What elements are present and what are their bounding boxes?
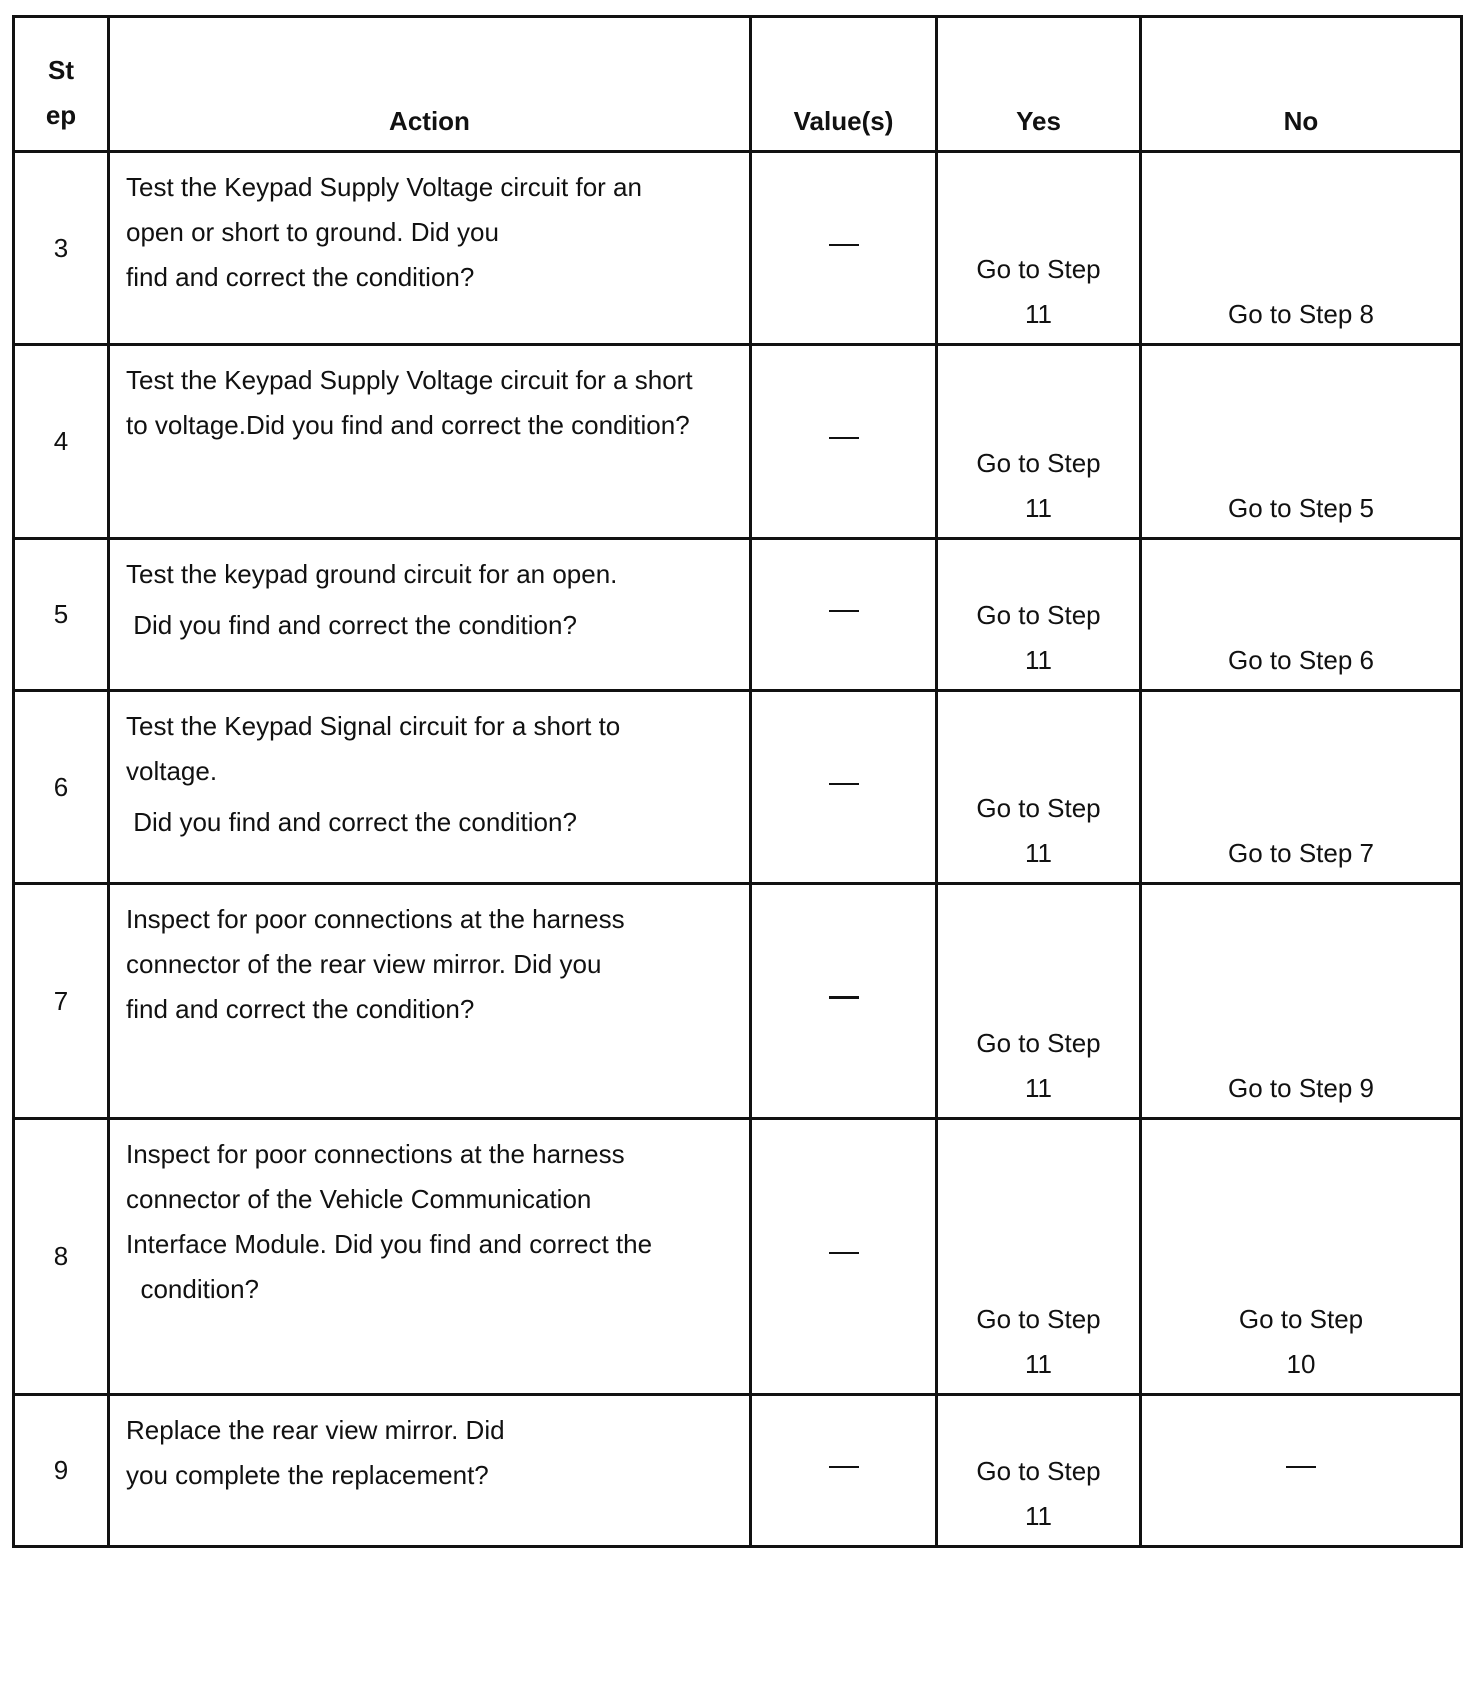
no-cell xyxy=(1141,1119,1462,1395)
table-row xyxy=(14,1395,1462,1547)
action-cell xyxy=(109,345,751,539)
no-cell xyxy=(1141,539,1462,691)
action-line: Test the keypad ground circuit for an open. xyxy=(126,559,618,589)
no-line: Go to Step xyxy=(1238,1304,1364,1334)
em-dash xyxy=(829,996,859,999)
no-cell xyxy=(1141,691,1462,884)
yes-line: Go to Step xyxy=(976,254,1101,284)
action-cell xyxy=(109,691,751,884)
table-row xyxy=(14,1119,1462,1395)
no-cell xyxy=(1141,884,1462,1119)
header-step xyxy=(14,17,109,152)
action-cell xyxy=(109,539,751,691)
no-line: Go to Step 8 xyxy=(1228,299,1374,329)
step-number: 8 xyxy=(14,1119,109,1395)
action-cell xyxy=(109,884,751,1119)
yes-cell xyxy=(937,1395,1141,1547)
header-step-line1: St xyxy=(48,55,74,85)
no-cell xyxy=(1141,345,1462,539)
yes-line: 11 xyxy=(1025,299,1052,329)
yes-line: 11 xyxy=(1025,645,1052,675)
no-line: Go to Step 9 xyxy=(1228,1073,1374,1103)
table-row xyxy=(14,691,1462,884)
action-line: connector of the rear view mirror. Did you xyxy=(126,949,602,979)
value-cell xyxy=(751,1395,937,1547)
step-number: 7 xyxy=(14,884,109,1119)
action-line: Did you find and correct the condition? xyxy=(126,610,577,640)
diagnostic-table xyxy=(12,15,1463,1548)
yes-cell xyxy=(937,345,1141,539)
yes-line: 11 xyxy=(1025,838,1052,868)
em-dash xyxy=(829,1252,859,1254)
table-row xyxy=(14,345,1462,539)
no-line: 10 xyxy=(1286,1349,1316,1379)
yes-cell xyxy=(937,1119,1141,1395)
action-line: Inspect for poor connections at the harness xyxy=(126,1139,625,1169)
action-cell xyxy=(109,152,751,345)
no-line: Go to Step 7 xyxy=(1228,838,1374,868)
action-line: Test the Keypad Supply Voltage circuit for a short xyxy=(126,365,693,395)
action-line: open or short to ground. Did you xyxy=(126,217,499,247)
value-cell xyxy=(751,1119,937,1395)
action-line: you complete the replacement? xyxy=(126,1460,489,1490)
action-cell xyxy=(109,1395,751,1547)
yes-line: Go to Step xyxy=(976,600,1101,630)
value-cell xyxy=(751,691,937,884)
yes-cell xyxy=(937,539,1141,691)
action-cell xyxy=(109,1119,751,1395)
action-line: Inspect for poor connections at the harness xyxy=(126,904,625,934)
action-line: condition? xyxy=(126,1274,259,1304)
table-row xyxy=(14,152,1462,345)
table-row xyxy=(14,539,1462,691)
action-line: Test the Keypad Signal circuit for a short to xyxy=(126,711,621,741)
value-cell xyxy=(751,884,937,1119)
step-number: 5 xyxy=(14,539,109,691)
action-line: to voltage.Did you find and correct the condition? xyxy=(126,410,690,440)
header-row xyxy=(14,17,1462,152)
step-number: 4 xyxy=(14,345,109,539)
header-action: Action xyxy=(109,17,751,152)
yes-cell xyxy=(937,152,1141,345)
yes-line: Go to Step xyxy=(976,448,1101,478)
step-number: 9 xyxy=(14,1395,109,1547)
yes-cell xyxy=(937,884,1141,1119)
value-cell xyxy=(751,539,937,691)
action-line: find and correct the condition? xyxy=(126,262,475,292)
yes-line: Go to Step xyxy=(976,793,1101,823)
action-line: Replace the rear view mirror. Did xyxy=(126,1415,505,1445)
action-line: Test the Keypad Supply Voltage circuit for an xyxy=(126,172,642,202)
header-step-line2: ep xyxy=(45,100,77,130)
em-dash xyxy=(829,1466,859,1468)
yes-line: Go to Step xyxy=(976,1028,1101,1058)
yes-line: 11 xyxy=(1025,1501,1052,1531)
no-line: Go to Step 5 xyxy=(1228,493,1374,523)
step-number: 3 xyxy=(14,152,109,345)
yes-cell xyxy=(937,691,1141,884)
step-number: 6 xyxy=(14,691,109,884)
yes-line: 11 xyxy=(1025,493,1052,523)
no-cell xyxy=(1141,152,1462,345)
em-dash xyxy=(829,437,859,439)
header-yes: Yes xyxy=(937,17,1141,152)
yes-line: 11 xyxy=(1025,1349,1052,1379)
em-dash xyxy=(829,244,859,246)
yes-line: 11 xyxy=(1025,1073,1052,1103)
action-line: connector of the Vehicle Communication xyxy=(126,1184,592,1214)
em-dash xyxy=(829,783,859,785)
action-line: Interface Module. Did you find and correct the xyxy=(126,1229,653,1259)
value-cell xyxy=(751,152,937,345)
no-cell xyxy=(1141,1395,1462,1547)
action-line: Did you find and correct the condition? xyxy=(126,807,577,837)
action-line: voltage. xyxy=(126,756,218,786)
table-row xyxy=(14,884,1462,1119)
yes-line: Go to Step xyxy=(976,1456,1101,1486)
header-no: No xyxy=(1141,17,1462,152)
yes-line: Go to Step xyxy=(976,1304,1101,1334)
em-dash xyxy=(829,610,859,612)
value-cell xyxy=(751,345,937,539)
header-values: Value(s) xyxy=(751,17,937,152)
no-line: Go to Step 6 xyxy=(1228,645,1374,675)
action-line: find and correct the condition? xyxy=(126,994,475,1024)
em-dash xyxy=(1286,1466,1316,1468)
